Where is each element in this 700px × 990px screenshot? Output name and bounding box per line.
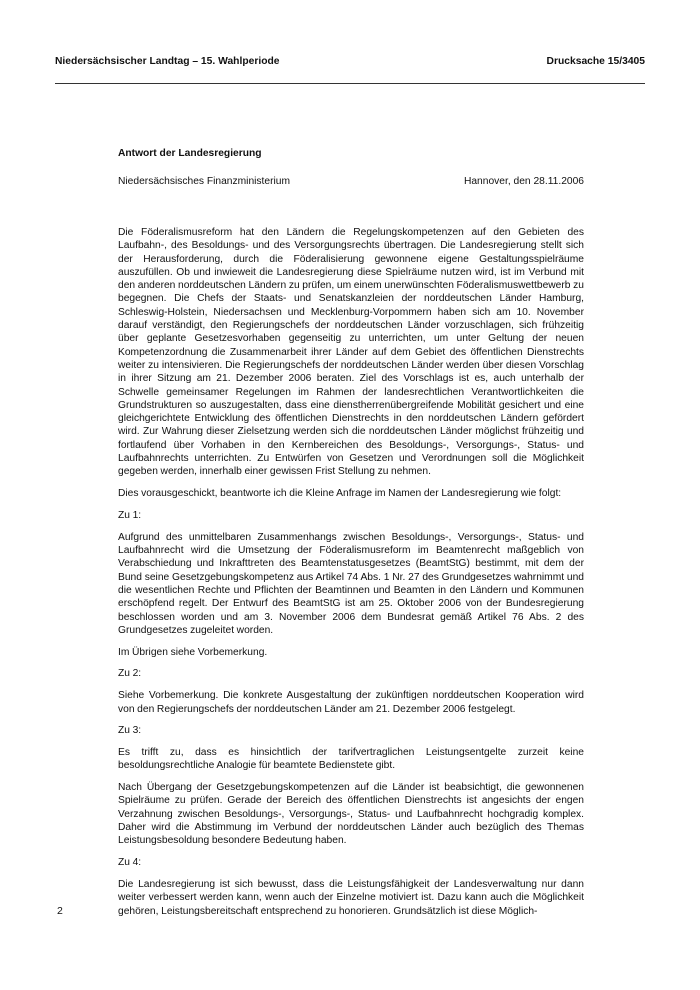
- page-number: 2: [57, 905, 63, 917]
- section-label-3: Zu 3:: [118, 725, 142, 737]
- paragraph-answer-3b: Nach Übergang der Gesetzgebungskompetenzen auf die Länder ist beabsichtigt, die gewonnenen Spielräume zu prüfen. Gerade der Bereich des öffentlichen Dienstrechts ist angesichts der engen Verzahnung zwischen Besoldungs-, Versorgungs-, Status- und Laufbahnrecht hochgradig komplex. Daher wird die Abstimmung im Verbund der norddeutschen Länder auch bezüglich des Themas Leistungsbesoldung besondere Bedeutung haben.: [118, 782, 584, 847]
- answer-text: [118, 226, 584, 918]
- paragraph-answer-3a: Es trifft zu, dass es hinsichtlich der tarifvertraglichen Leistungsentgelte zurzeit keine besoldungsrechtliche Analogie für beamtete Bedienstete gibt.: [118, 747, 584, 772]
- sender-line: [118, 175, 584, 189]
- section-label-4: Zu 4:: [118, 857, 142, 869]
- header-document-number: Drucksache 15/3405: [546, 56, 645, 67]
- place-date: Hannover, den 28.11.2006: [463, 176, 584, 187]
- page-header: [55, 56, 645, 72]
- ministry-name: Niedersächsisches Finanzministerium: [118, 176, 291, 187]
- paragraph-answer-1: Aufgrund des unmittelbaren Zusammenhangs zwischen Besoldungs-, Versorgungs-, Status- und Laufbahnrecht wird die Umsetzung der Föderalismusreform im Beamtenrecht maßgeblich von Verabschiedung und Inkrafttreten des Beamtenstatusgesetzes (BeamtStG) bestimmt, mit dem der Bund seine Gesetzgebungskompetenz aus Artikel 74 Abs. 1 Nr. 27 des Grundgesetzes wahrnimmt und die wesentlichen Rechte und Pflichten der Beamtinnen und Beamten in den Ländern und Kommunen erschöpfend regelt. Der Entwurf des BeamtStG ist am 25. Oktober 2006 von der Bundesregierung beschlossen worden und am 3. November 2006 dem Bundesrat gemäß Artikel 76 Abs. 2 des Grundgesetzes zugeleitet worden.: [118, 531, 584, 636]
- header-legislature: Niedersächsischer Landtag – 15. Wahlperiode: [55, 56, 280, 67]
- header-divider: [55, 83, 645, 84]
- document-body: [118, 147, 584, 926]
- document-title: Antwort der Landesregierung: [118, 148, 262, 159]
- paragraph-answer-2: Siehe Vorbemerkung. Die konkrete Ausgestaltung der zukünftigen norddeutschen Kooperation wird von den Regierungschefs der norddeutschen Länder am 21. Dezember 2006 festgelegt.: [118, 690, 584, 715]
- paragraph-intro: Dies vorausgeschickt, beantworte ich die Kleine Anfrage im Namen der Landesregierung wie folgt:: [118, 488, 562, 500]
- paragraph-preliminary-remark: Die Föderalismusreform hat den Ländern die Regelungskompetenzen auf den Gebieten des Laufbahn-, des Besoldungs- und des Versorgungsrechts übertragen. Die Landesregierung stellt sich der Herausforderung, durch die Föderalisierung gewonnene eigene Gestaltungsspielräume auszufüllen. Ob und inwieweit die Landesregierung diese Spielräume nutzen wird, ist im Verbund mit den anderen norddeutschen Ländern zu prüfen, um einem unerwünschten Föderalismuswettbewerb zu begegnen. Die Chefs der Staats- und Senatskanzleien der norddeutschen Länder Hamburg, Schleswig-Holstein, Niedersachsen und Mecklenburg-Vorpommern haben sich am 10. November darauf verständigt, den Regierungschefs der norddeutschen Länder vorzuschlagen, sich frühzeitig über geplante Gesetzesvorhaben gegenseitig zu unterrichten, um unter Geltung der neuen Kompetenzordnung die Zusammenarbeit ihrer Länder auf dem Gebiet des öffentlichen Dienstrechts weiter zu intensivieren. Die Regierungschefs der norddeutschen Länder werden über diesen Vorschlag in ihrer Sitzung am 21. Dezember 2006 beraten. Ziel des Vorschlags ist es, auch unterhalb der Schwelle gemeinsamer Regelungen im Rahmen der landesrechtlichen Verantwortlichkeiten die Grundstrukturen so auszugestalten, dass eine dienstherrenübergreifende Mobilität gesichert und eine gleichgerichtete Entwicklung des öffentlichen Dienstrechts in den norddeutschen Ländern gefördert wird. Zur Wahrung dieser Zielsetzung werden sich die norddeutschen Länder möglichst frühzeitig und fortlaufend über Vorhaben in den Kernbereichen des Besoldungs-, Versorgungs-, Status- und Laufbahnrechts unterrichten. Zu Entwürfen von Gesetzen und Verordnungen soll die Möglichkeit gegeben werden, innerhalb einer gewissen Frist Stellung zu nehmen.: [118, 227, 584, 478]
- section-label-1: Zu 1:: [118, 509, 142, 521]
- paragraph-answer-4: Die Landesregierung ist sich bewusst, dass die Leistungsfähigkeit der Landesverwaltung nur dann weiter verbessert werden kann, wenn auch der Einzelne motiviert ist. Dazu kann auch die Möglichkeit gehören, Leistungsbereitschaft entsprechend zu honorieren. Grundsätzlich ist diese Möglich-: [118, 878, 584, 917]
- section-label-2: Zu 2:: [118, 668, 142, 680]
- paragraph-answer-1-note: Im Übrigen siehe Vorbemerkung.: [118, 646, 268, 658]
